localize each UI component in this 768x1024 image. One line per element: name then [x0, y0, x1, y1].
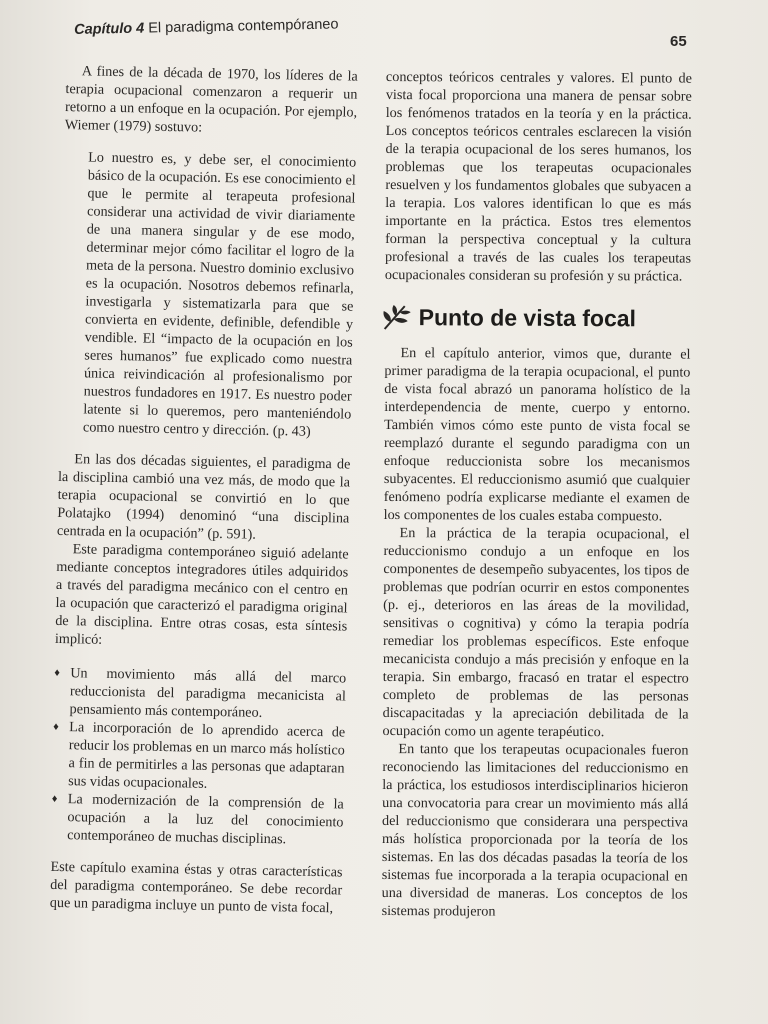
- paragraph: conceptos teóricos centrales y valores. El punto de vista focal proporciona una manera de pensar sobre los fenómenos tratados en la teoría y en la práctica. Los conceptos teóricos centrales esclarecen la visión de la terapia ocupacional de los seres humanos, los problemas que los terapeutas ocupacionales resuelven y los fundamentos globales que subyacen a la terapia. Los valores identifican lo que es más importante en la práctica. Estos tres elementos forman la perspectiva conceptual y la cultura profesional a través de las cuales los terapeutas ocupacionales consideran su profesión y su práctica.: [384, 68, 692, 285]
- list-item: ♦ La modernización de la comprensión de la ocupación a la luz del conocimiento contemporáneo de muchas disciplinas.: [51, 791, 344, 848]
- diamond-bullet-icon: ♦: [53, 720, 59, 733]
- diamond-bullet-icon: ♦: [51, 792, 58, 805]
- paragraph: En el capítulo anterior, vimos que, durante el primer paradigma de la terapia ocupacional, el punto de vista focal abrazó un panorama holístico de la interdependencia de mente, cuerpo y entorno. También vimos cómo este punto de vista focal se reemplazó durante el segundo paradigma con un enfoque reduccionista sobre los mecanismos subyacentes. El reduccionismo asumió que cualquier fenómeno podría explicarse mediante el examen de los componentes de los cuales estaba compuesto.: [383, 345, 691, 525]
- block-quote: Lo nuestro es, y debe ser, el conocimiento básico de la ocupación. Es ese conocimiento el que le permite al terapeuta profesional considerar una actividad de vivir diariamente de una manera singular y de ese modo, determinar mejor cómo facilitar el logro de la meta de la persona. Nuestro dominio exclusivo es la ocupación. Nosotros debemos refinarla, investigarla y sistematizarla para que se convierta en evidente, definible, defendible y vendible. El “impacto de la ocupación en los seres humanos” fue explicado como nuestra única reivindicación al profesionalismo por nuestros fundadores en 1917. Es nuestro poder latente si lo queremos, pero manteniéndolo como nuestro centro y dirección. (p. 43): [82, 149, 357, 440]
- paragraph: En la práctica de la terapia ocupacional, el reduccionismo condujo a un enfoque en los componentes de desempeño subyacentes, los tipos de problemas que podrían ocurrir en estos componentes (p. ej., deterioros en las áreas de la movilidad, sensitivas o cognitiva) y cómo la terapia podría remediar los problemas específicos. Este enfoque mecanicista condujo a más precisión y enfoque en la terapia. Sin embargo, fracasó en tratar el espectro completo de problemas de las personas discapacitadas y la apreciación debilitada de la ocupación como un agente terapéutico.: [382, 525, 690, 741]
- paragraph: Este capítulo examina éstas y otras características del paradigma contemporáneo. Se debe recordar que un paradigma incluye un punto de vista focal,: [49, 858, 343, 917]
- section-title: Punto de vista focal: [418, 304, 637, 332]
- bullet-list: [51, 664, 346, 850]
- list-item: ♦ Un movimiento más allá del marco reduccionista del paradigma mecanicista al pensamiento más contemporáneo.: [54, 665, 347, 721]
- running-header: [74, 16, 339, 38]
- right-column: [382, 68, 692, 922]
- section-heading: [379, 302, 691, 334]
- page-number: 65: [670, 33, 687, 50]
- plant-sprig-icon: [379, 302, 413, 332]
- intro-paragraph: A fines de la década de 1970, los líderes de la terapia ocupacional comenzaron a requerir un retorno a un enfoque en la ocupación. Por ejemplo, Wiemer (1979) sostuvo:: [64, 63, 358, 136]
- chapter-label: Capítulo 4: [74, 20, 145, 38]
- left-column: [50, 62, 358, 917]
- paragraph: En las dos décadas siguientes, el paradigma de la disciplina cambió una vez más, de modo que la terapia ocupacional se convirtió en lo que Polatajko (1994) denominó “una disciplina centrada en la ocupación” (p. 591).: [56, 451, 351, 543]
- paragraph: En tanto que los terapeutas ocupacionales fueron reconociendo las limitaciones del reduccionismo en la práctica, los estudiosos interdisciplinarios hicieron una convocatoria para crear un movimiento más allá del reduccionismo que considerara una perspectiva más holística proporcionada por la teoría de los sistemas. En las dos décadas pasadas la teoría de los sistemas fue incorporada a la terapia ocupacional en una diversidad de maneras. Los conceptos de los sistemas produjeron: [381, 741, 689, 920]
- diamond-bullet-icon: ♦: [54, 666, 61, 679]
- list-item: ♦ La incorporación de lo aprendido acerca de reducir los problemas en un marco más holístico a fin de permitirles a las personas que adaptaran sus vidas ocupacionales.: [53, 719, 346, 792]
- paragraph: Este paradigma contemporáneo siguió adelante mediante conceptos integradores útiles adquiridos a través del paradigma mecánico con el centro en la ocupación que caracterizó el paradigma original de la disciplina. Entre otras cosas, esta síntesis implicó:: [54, 541, 349, 648]
- chapter-title: El paradigma contempóraneo: [148, 16, 339, 37]
